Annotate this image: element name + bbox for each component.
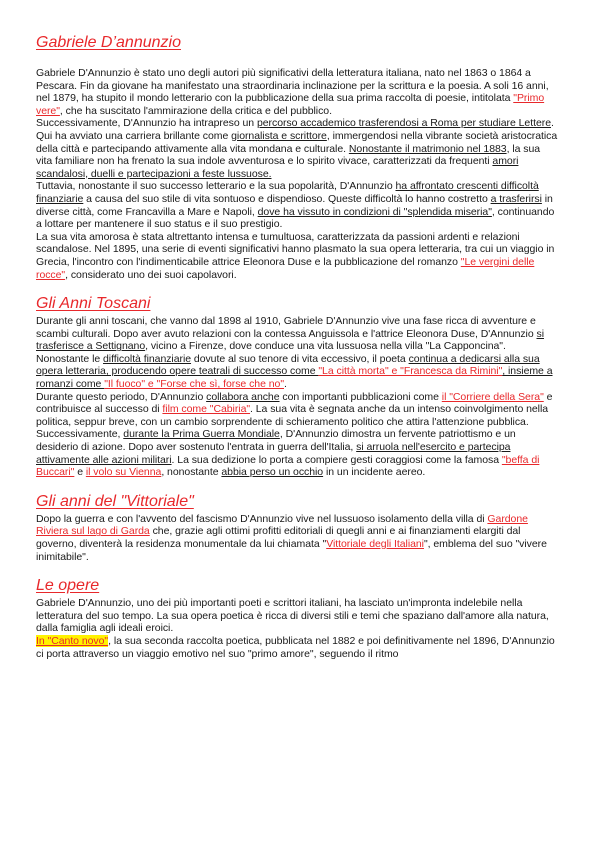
body-paragraph bbox=[36, 117, 559, 180]
red-highlighted-text: "La città morta" e "Francesca da Rimini" bbox=[318, 365, 503, 378]
underlined-text: amori scandalosi, duelli e partecipazioni a feste lussuose. bbox=[36, 155, 519, 180]
underlined-text: Nonostante il matrimonio nel 1883 bbox=[348, 142, 507, 155]
text-run: . Qui ha avviato una carriera brillante come bbox=[36, 117, 554, 142]
underlined-text: giornalista e scrittore bbox=[231, 129, 327, 142]
underlined-text: , insieme a romanzi come bbox=[36, 365, 553, 391]
underlined-text: difficoltà finanziarie bbox=[103, 352, 192, 365]
text-run: , continuando a lottare per mantenere il suo status e il suo prestigio. bbox=[36, 205, 555, 231]
text-run: , immergendosi nella vibrante società aristocratica della città e partecipando attivamente alla vita mondana e culturale. bbox=[36, 129, 558, 155]
underlined-text: continua a dedicarsi alla sua opera letteraria, producendo opere teatrali di successo come bbox=[36, 352, 540, 378]
yellow-highlighted-text: In "Canto novo" bbox=[36, 634, 109, 647]
red-highlighted-text: "Le vergini delle rocce" bbox=[36, 255, 535, 281]
text-run: Gabriele D'Annunzio è stato uno degli autori più significativi della letteratura italiana, nato nel 1863 o 1864 a Pescara. Fin da giovane ha manifestato una straordinaria inclinazione per la scrittura e la poesia. A soli 16 anni, nel 1879, ha stupito il mondo letterario con la pubblicazione della sua prima raccolta di poesie, intitolata bbox=[36, 67, 549, 105]
underlined-text: si trasferisce a Settignano bbox=[36, 327, 544, 353]
body-paragraph bbox=[36, 635, 559, 660]
text-run: e contribuisce al successo di bbox=[36, 390, 553, 416]
text-run: che, grazie agli ottimi profitti editoriali di quegli anni e ai finanziamenti elargiti dal governo, diventerà la residenza monumentale da lui chiamata " bbox=[36, 525, 521, 550]
text-run: . bbox=[284, 378, 287, 391]
underlined-text: collabora anche bbox=[206, 390, 280, 403]
section-heading: Gabriele D’annunzio bbox=[36, 34, 181, 51]
underlined-text: si arruola nell'esercito e partecipa attivamente alle azioni militari bbox=[36, 441, 511, 466]
section-heading: Le opere bbox=[36, 577, 100, 595]
red-highlighted-text: "beffa di Buccari" bbox=[36, 453, 540, 479]
underlined-text: a trasferirsi bbox=[490, 192, 542, 205]
text-run: Successivamente, D'Annunzio ha intrapreso un bbox=[36, 117, 257, 130]
document-section bbox=[36, 295, 559, 479]
text-run: Durante questo periodo, D'Annunzio bbox=[36, 390, 207, 403]
text-run: Durante gli anni toscani, che vanno dal 1898 al 1910, Gabriele D'Annunzio vive una fase ricca di avventure e scambi culturali. Dopo aver avuto relazioni con la contessa Anguissola e l'attrice Eleonora Duse, D'Annunzio bbox=[36, 315, 537, 340]
document-section bbox=[36, 577, 559, 660]
underlined-text: abbia perso un occhio bbox=[221, 466, 324, 479]
body-paragraph bbox=[36, 428, 559, 478]
underlined-text: percorso accademico trasferendosi a Roma per studiare Lettere bbox=[256, 117, 551, 130]
red-highlighted-text: film come "Cabiria" bbox=[162, 403, 251, 416]
document-section bbox=[36, 493, 559, 563]
text-run: , vicino a Firenze, dove conduce una vita lussuosa nella villa "La Capponcina". Nonostante le bbox=[36, 340, 506, 365]
body-paragraph bbox=[36, 597, 559, 635]
underlined-text: durante la Prima Guerra Mondiale bbox=[123, 428, 280, 441]
text-run: Tuttavia, nonostante il suo successo letterario e la sua popolarità, D'Annunzio bbox=[36, 180, 396, 193]
text-run: Dopo la guerra e con l'avvento del fascismo D'Annunzio vive nel lussuoso isolamento della villa di bbox=[36, 512, 488, 525]
section-heading: Gli Anni Toscani bbox=[36, 295, 151, 313]
section-heading: Gli anni del "Vittoriale" bbox=[36, 492, 194, 510]
underlined-text: dove ha vissuto in condizioni di "splendida miseria" bbox=[257, 205, 492, 218]
text-run: Gabriele D'Annunzio, uno dei più importanti poeti e scrittori italiani, ha lasciato un'impronta indelebile nella letteratura del suo tempo. La sua opera poetica è ricca di diversi stili e temi che spaziano dall'amore alla natura, dalla famiglia agli ideali eroici. bbox=[36, 597, 549, 635]
underlined-text: ha affrontato crescenti difficoltà finanziarie bbox=[36, 180, 539, 205]
text-run: in un incidente aereo. bbox=[323, 466, 426, 479]
text-run: e bbox=[74, 466, 86, 479]
red-highlighted-text: Gardone Riviera sul lago di Garda bbox=[36, 512, 528, 538]
red-highlighted-text: il volo su Vienna bbox=[85, 466, 162, 479]
body-paragraph bbox=[36, 180, 559, 230]
text-run: , D'Annunzio dimostra un fervente patriottismo e un desiderio di azione. Dopo aver sostenuto l'entrata in guerra dell'Italia, bbox=[36, 428, 516, 454]
text-run: Successivamente, bbox=[36, 428, 124, 441]
text-run: in diverse città, come Francavilla a Mare e Napoli, bbox=[36, 192, 553, 218]
text-run: , la sua seconda raccolta poetica, pubblicata nel 1882 e poi definitivamente nel 1896, D'Annunzio ci porta attraverso un viaggio emotivo nel suo "primo amore", seguendo il ritmo bbox=[36, 634, 555, 660]
body-paragraph bbox=[36, 67, 559, 117]
red-highlighted-text: "Il fuoco" e "Forse che sì, forse che no" bbox=[104, 378, 284, 391]
text-run: , considerato uno dei suoi capolavori. bbox=[65, 268, 237, 281]
text-run: . La sua vita è segnata anche da un intenso coinvolgimento nella politica, seppur breve, con un cambio sorprendente di schieramento politico che attira l'attenzione pubblica. bbox=[36, 403, 549, 428]
red-highlighted-text: "Primo vere" bbox=[36, 92, 545, 117]
red-highlighted-text: Vittoriale degli Italiani bbox=[326, 538, 424, 550]
body-paragraph bbox=[36, 513, 559, 563]
body-paragraph bbox=[36, 391, 559, 429]
text-run: . La sua dedizione lo porta a compiere gesti coraggiosi come la famosa bbox=[171, 453, 502, 466]
text-run: dovute al suo tenore di vita eccessivo, il poeta bbox=[191, 352, 409, 365]
text-run: , la sua vita familiare non ha frenato la sua indole avventurosa e lo spirito vivace, caratterizzati da frequenti bbox=[36, 142, 541, 168]
document-section bbox=[36, 34, 559, 281]
body-paragraph bbox=[36, 231, 559, 281]
text-run: , nonostante bbox=[161, 466, 222, 479]
text-run: , che ha suscitato l'ammirazione della critica e del pubblico. bbox=[59, 104, 332, 117]
text-run: a causa del suo stile di vita sontuoso e dispendioso. Queste difficoltà lo hanno costretto bbox=[83, 192, 491, 205]
text-run: La sua vita amorosa è stata altrettanto intensa e tumultuosa, caratterizzata da passioni ardenti e relazioni scandalose. Nel 1895, una serie di eventi significativi hanno plasmato la sua opera letteraria, tra cui un viaggio in Grecia, l'incontro con l'indimenticabile attrice Eleonora Duse e la pubblicazione del romanzo bbox=[36, 230, 555, 268]
text-run: ", emblema del suo "vivere inimitabile". bbox=[36, 538, 547, 563]
text-run: con importanti pubblicazioni come bbox=[279, 390, 442, 403]
red-highlighted-text: il "Corriere della Sera" bbox=[441, 390, 544, 403]
body-paragraph bbox=[36, 315, 559, 391]
